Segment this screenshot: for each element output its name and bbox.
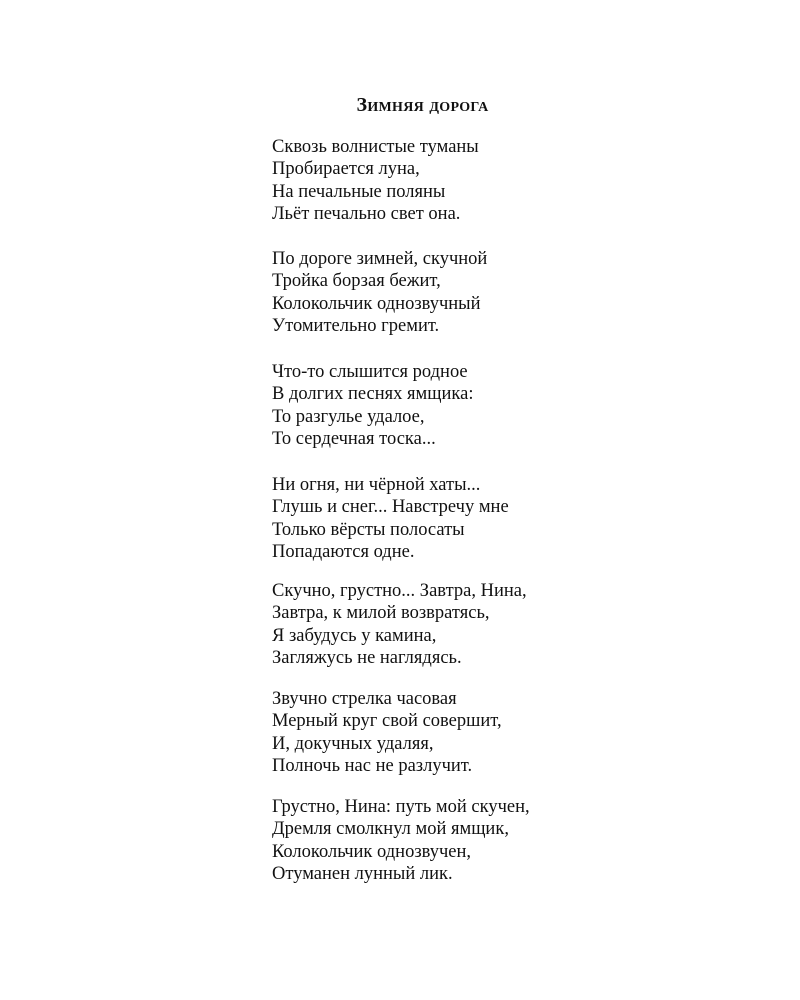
- poem-title: Зимняя дорога: [356, 94, 489, 116]
- poem-line: Колокольчик однозвучен,: [272, 841, 472, 862]
- poem-line: Я забудусь у камина,: [272, 625, 437, 646]
- poem-line: В долгих песнях ямщика:: [272, 384, 474, 405]
- poem-line: Грустно, Нина: путь мой скучен,: [272, 797, 530, 817]
- poem-line: По дороге зимней, скучной: [272, 249, 488, 269]
- poem-line: Попадаются одне.: [272, 542, 415, 563]
- stanza-7: [272, 796, 712, 886]
- stanza-1: [272, 136, 712, 226]
- stanza-2: [272, 248, 712, 338]
- poem-line: Только вёрсты полосаты: [272, 519, 465, 540]
- stanza-5: [272, 580, 712, 670]
- poem-line: Тройка борзая бежит,: [272, 271, 441, 292]
- poem-line: Полночь нас не разлучит.: [272, 756, 473, 777]
- poem-line: Что-то слышится родное: [272, 362, 468, 382]
- poem-line: Завтра, к милой возвратясь,: [272, 603, 490, 624]
- poem-line: Дремля смолкнул мой ямщик,: [272, 819, 509, 840]
- poem-line: Льёт печально свет она.: [272, 204, 461, 225]
- stanza-3: [272, 361, 712, 451]
- poem-line: И, докучных удаляя,: [272, 733, 434, 754]
- poem-line: Звучно стрелка часовая: [272, 689, 457, 709]
- poem-line: Скучно, грустно... Завтра, Нина,: [272, 581, 527, 601]
- poem-line: Глушь и снег... Навстречу мне: [272, 497, 509, 518]
- poem-line: Утомительно гремит.: [272, 316, 440, 337]
- poem-line: Пробирается луна,: [272, 159, 420, 180]
- poem-line: То разгулье удалое,: [272, 406, 425, 427]
- poem-line: Сквозь волнистые туманы: [272, 137, 479, 157]
- poem-line: Отуманен лунный лик.: [272, 864, 453, 885]
- poem-line: На печальные поляны: [272, 181, 446, 202]
- poem-line: То сердечная тоска...: [272, 429, 436, 450]
- poem-line: Загляжусь не наглядясь.: [272, 648, 462, 669]
- poem-line: Колокольчик однозвучный: [272, 293, 481, 314]
- poem-line: Мерный круг свой совершит,: [272, 711, 502, 732]
- stanza-6: [272, 688, 712, 778]
- stanza-4: [272, 474, 712, 564]
- poem-line: Ни огня, ни чёрной хаты...: [272, 475, 481, 495]
